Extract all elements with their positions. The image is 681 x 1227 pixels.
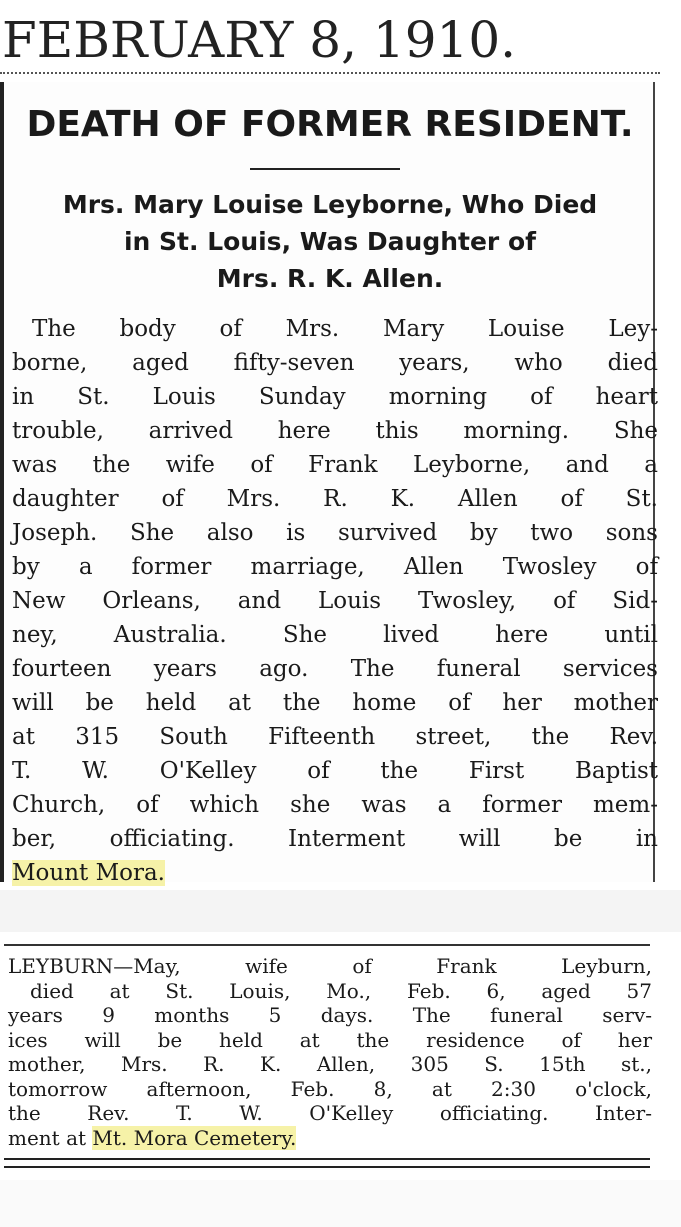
notice-line-last <box>8 1126 652 1151</box>
subhead-line: Mrs. R. K. Allen. <box>216 264 444 293</box>
body-line: at 315 South Fifteenth street, the Rev. <box>12 724 658 750</box>
headline-divider <box>250 168 400 170</box>
highlighted-cemetery-notice: Mt. Mora Cemetery. <box>92 1125 297 1150</box>
body-line-last <box>12 856 658 890</box>
notice-line: died at St. Louis, Mo., Feb. 6, aged 57 <box>30 978 652 1003</box>
body-line: T. W. O'Kelley of the First Baptist <box>12 758 658 784</box>
notice-line: years 9 months 5 days. The funeral serv- <box>8 1003 652 1027</box>
body-line: ney, Australia. She lived here until <box>12 622 658 648</box>
subhead-line: in St. Louis, Was Daughter of <box>123 227 537 256</box>
paper-margin <box>0 890 681 932</box>
body-line: borne, aged fifty-seven years, who died <box>12 350 658 376</box>
body-line: ber, officiating. Interment will be in <box>12 826 658 852</box>
death-notice <box>8 954 652 1150</box>
publication-date: FEBRUARY 8, 1910. <box>2 11 517 69</box>
article-subhead <box>0 186 660 297</box>
article-headline: DEATH OF FORMER RESIDENT. <box>26 104 634 145</box>
body-line: trouble, arrived here this morning. She <box>12 418 658 444</box>
notice-top-rule <box>4 944 650 946</box>
body-line: will be held at the home of her mother <box>12 690 658 716</box>
notice-line: mother, Mrs. R. K. Allen, 305 S. 15th st., <box>8 1052 652 1076</box>
notice-line: ices will be held at the residence of her <box>8 1027 652 1052</box>
body-line: Joseph. She also is survived by two sons <box>12 520 658 546</box>
notice-line: the Rev. T. W. O'Kelley officiating. Inter- <box>8 1101 652 1125</box>
highlighted-cemetery: Mount Mora. <box>12 860 165 886</box>
notice-line: tomorrow afternoon, Feb. 8, at 2:30 o'clock, <box>8 1076 652 1101</box>
notice-bottom-rule <box>4 1158 650 1168</box>
notice-last-prefix: ment at <box>8 1125 93 1150</box>
dotted-divider <box>0 72 660 74</box>
body-line: daughter of Mrs. R. K. Allen of St. <box>12 486 658 512</box>
body-line: in St. Louis Sunday morning of heart <box>12 384 658 410</box>
notice-line: LEYBURN—May, wife of Frank Leyburn, <box>8 954 652 978</box>
body-line: Church, of which she was a former mem- <box>12 792 658 818</box>
body-line: was the wife of Frank Leyborne, and a <box>12 452 658 478</box>
body-line: New Orleans, and Louis Twosley, of Sid- <box>12 588 658 614</box>
paper-margin-bottom <box>0 1180 681 1227</box>
body-line: fourteen years ago. The funeral services <box>12 656 658 682</box>
subhead-line: Mrs. Mary Louise Leyborne, Who Died <box>62 190 598 219</box>
body-line: The body of Mrs. Mary Louise Ley- <box>32 316 658 342</box>
body-line: by a former marriage, Allen Twosley of <box>12 554 658 580</box>
article-body <box>12 312 658 890</box>
